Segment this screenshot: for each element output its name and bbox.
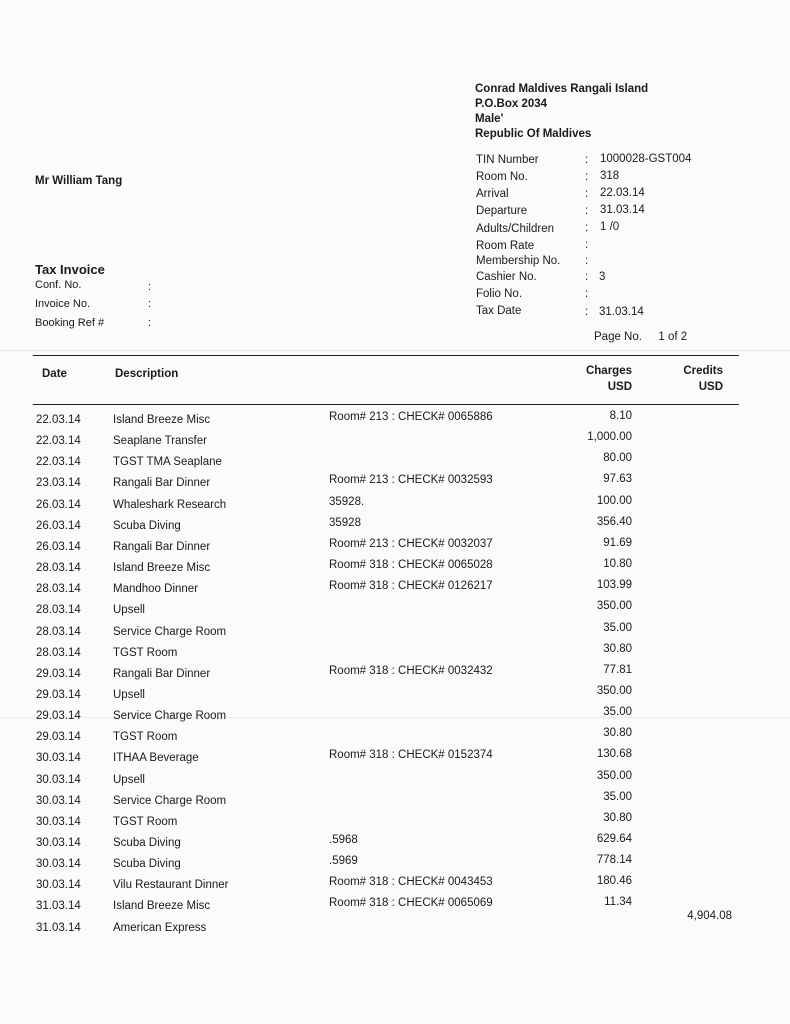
row-date: 30.03.14 (36, 858, 81, 870)
row-description: Whaleshark Research (113, 499, 227, 511)
hotel-city: Male' (475, 113, 504, 125)
tin-value: 1000028-GST004 (600, 153, 692, 165)
row-date: 22.03.14 (36, 456, 81, 468)
row-charge: 30.80 (603, 727, 632, 739)
row-charge: 356.40 (596, 516, 632, 528)
departure-label: Departure (476, 205, 528, 217)
row-charge: 35.00 (603, 706, 632, 718)
row-description: TGST Room (113, 816, 178, 828)
row-charge: 35.00 (603, 622, 632, 634)
col-header-description: Description (115, 368, 179, 380)
arrival-colon: : (585, 188, 589, 200)
row-description: Upsell (113, 774, 145, 786)
row-description: Vilu Restaurant Dinner (113, 879, 229, 891)
row-date: 30.03.14 (36, 774, 81, 786)
row-date: 30.03.14 (36, 795, 81, 807)
row-date: 23.03.14 (36, 477, 81, 489)
row-description: Scuba Diving (113, 858, 181, 870)
row-date: 30.03.14 (36, 837, 81, 849)
row-description: Island Breeze Misc (113, 414, 211, 426)
row-reference: Room# 213 : CHECK# 0032593 (329, 474, 493, 486)
conf-no-label: Conf. No. (35, 279, 82, 291)
hotel-address (475, 82, 648, 142)
adults-children-value: 1 /0 (600, 221, 620, 233)
row-reference: 35928 (329, 517, 361, 529)
row-charge: 97.63 (603, 473, 632, 485)
booking-ref-label: Booking Ref # (35, 317, 105, 329)
page-number-value: 1 of 2 (658, 331, 688, 343)
row-date: 30.03.14 (36, 816, 81, 828)
page-number-label: Page No. (594, 331, 642, 343)
room-rate-label: Room Rate (476, 240, 535, 252)
adults-children-label: Adults/Children (476, 223, 554, 235)
row-reference: Room# 318 : CHECK# 0152374 (329, 749, 493, 761)
row-description: American Express (113, 922, 207, 934)
row-date: 28.03.14 (36, 583, 81, 595)
row-reference: Room# 213 : CHECK# 0065886 (329, 411, 493, 423)
row-description: Seaplane Transfer (113, 435, 207, 447)
row-credit: 4,904.08 (687, 910, 732, 922)
arrival-value: 22.03.14 (600, 187, 645, 199)
table-header-bottom-rule (33, 404, 739, 405)
row-reference: Room# 318 : CHECK# 0032432 (329, 665, 493, 677)
departure-colon: : (585, 205, 589, 217)
row-description: TGST TMA Seaplane (113, 456, 222, 468)
row-charge: 30.80 (603, 812, 632, 824)
row-description: Island Breeze Misc (113, 562, 211, 574)
row-description: Upsell (113, 604, 145, 616)
row-reference: Room# 318 : CHECK# 0065028 (329, 559, 493, 571)
table-header-top-rule (33, 355, 739, 356)
folio-colon: : (585, 288, 589, 300)
tax-date-label: Tax Date (476, 305, 522, 317)
row-charge: 778.14 (596, 854, 632, 866)
row-charge: 130.68 (596, 748, 632, 760)
col-header-charges-currency: USD (607, 381, 632, 393)
tax-date-value: 31.03.14 (599, 306, 644, 318)
row-reference: .5968 (329, 834, 358, 846)
row-reference: Room# 318 : CHECK# 0126217 (329, 580, 493, 592)
arrival-label: Arrival (476, 188, 509, 200)
room-no-colon: : (585, 171, 589, 183)
row-date: 26.03.14 (36, 541, 81, 553)
row-charge: 10.80 (603, 558, 632, 570)
col-header-date: Date (42, 368, 67, 380)
conf-no-value: : (148, 281, 152, 293)
row-description: ITHAA Beverage (113, 752, 199, 764)
cashier-colon: : (585, 271, 589, 283)
folio-label: Folio No. (476, 288, 523, 300)
row-charge: 11.34 (604, 896, 632, 908)
row-charge: 100.00 (596, 495, 632, 507)
page-number (594, 331, 687, 343)
row-description: Rangali Bar Dinner (113, 477, 211, 489)
hotel-name: Conrad Maldives Rangali Island (475, 83, 649, 95)
row-date: 29.03.14 (36, 689, 81, 701)
row-charge: 1,000.00 (587, 431, 632, 443)
row-charge: 91.69 (603, 537, 632, 549)
row-description: Rangali Bar Dinner (113, 668, 211, 680)
row-reference: Room# 213 : CHECK# 0032037 (329, 538, 493, 550)
row-date: 28.03.14 (36, 562, 81, 574)
col-header-charges: Charges (585, 365, 632, 377)
row-date: 29.03.14 (36, 668, 81, 680)
col-header-credits-currency: USD (698, 381, 723, 393)
row-date: 28.03.14 (36, 626, 81, 638)
row-description: Service Charge Room (113, 626, 227, 638)
row-charge: 8.10 (609, 410, 632, 422)
row-date: 28.03.14 (36, 647, 81, 659)
row-date: 22.03.14 (36, 435, 81, 447)
row-description: Island Breeze Misc (113, 900, 211, 912)
room-no-value: 318 (600, 170, 620, 182)
room-no-label: Room No. (476, 171, 528, 183)
row-description: Mandhoo Dinner (113, 583, 199, 595)
row-charge: 30.80 (603, 643, 632, 655)
row-date: 31.03.14 (36, 900, 81, 912)
booking-ref-value: : (148, 317, 152, 329)
room-rate-colon: : (585, 239, 589, 251)
row-reference: 35928. (329, 496, 365, 508)
row-date: 28.03.14 (36, 604, 81, 616)
membership-colon: : (585, 255, 589, 267)
row-date: 26.03.14 (36, 499, 81, 511)
row-reference: Room# 318 : CHECK# 0043453 (329, 876, 493, 888)
invoice-no-value: : (148, 298, 152, 310)
row-reference: Room# 318 : CHECK# 0065069 (329, 897, 493, 909)
row-description: Upsell (113, 689, 145, 701)
row-date: 30.03.14 (36, 752, 81, 764)
tin-colon: : (585, 154, 589, 166)
row-description: TGST Room (113, 647, 178, 659)
tax-date-colon: : (585, 306, 589, 318)
row-charge: 180.46 (596, 875, 632, 887)
cashier-value: 3 (599, 271, 606, 283)
hotel-pobox: P.O.Box 2034 (475, 98, 548, 110)
invoice-no-label: Invoice No. (35, 298, 91, 310)
row-date: 26.03.14 (36, 520, 81, 532)
row-description: Scuba Diving (113, 837, 181, 849)
tin-label: TIN Number (476, 154, 539, 166)
row-date: 29.03.14 (36, 710, 81, 722)
row-charge: 350.00 (596, 600, 632, 612)
row-description: TGST Room (113, 731, 178, 743)
document-title: Tax Invoice (35, 262, 105, 277)
row-reference: .5969 (329, 855, 358, 867)
row-date: 31.03.14 (36, 922, 81, 934)
departure-value: 31.03.14 (600, 204, 645, 216)
hotel-country: Republic Of Maldives (475, 128, 592, 140)
row-charge: 350.00 (596, 685, 632, 697)
row-charge: 80.00 (603, 452, 632, 464)
row-date: 22.03.14 (36, 414, 81, 426)
row-description: Service Charge Room (113, 795, 227, 807)
guest-name: Mr William Tang (35, 175, 123, 187)
paper-fold-line (0, 350, 790, 351)
row-charge: 629.64 (596, 833, 632, 845)
cashier-label: Cashier No. (476, 271, 537, 283)
row-charge: 103.99 (596, 579, 632, 591)
row-date: 30.03.14 (36, 879, 81, 891)
row-charge: 35.00 (603, 791, 632, 803)
membership-label: Membership No. (476, 255, 561, 267)
row-description: Scuba Diving (113, 520, 181, 532)
adults-children-colon: : (585, 222, 589, 234)
col-header-credits: Credits (683, 365, 723, 377)
row-charge: 77.81 (603, 664, 632, 676)
row-description: Rangali Bar Dinner (113, 541, 211, 553)
row-description: Service Charge Room (113, 710, 227, 722)
row-charge: 350.00 (596, 770, 632, 782)
row-date: 29.03.14 (36, 731, 81, 743)
